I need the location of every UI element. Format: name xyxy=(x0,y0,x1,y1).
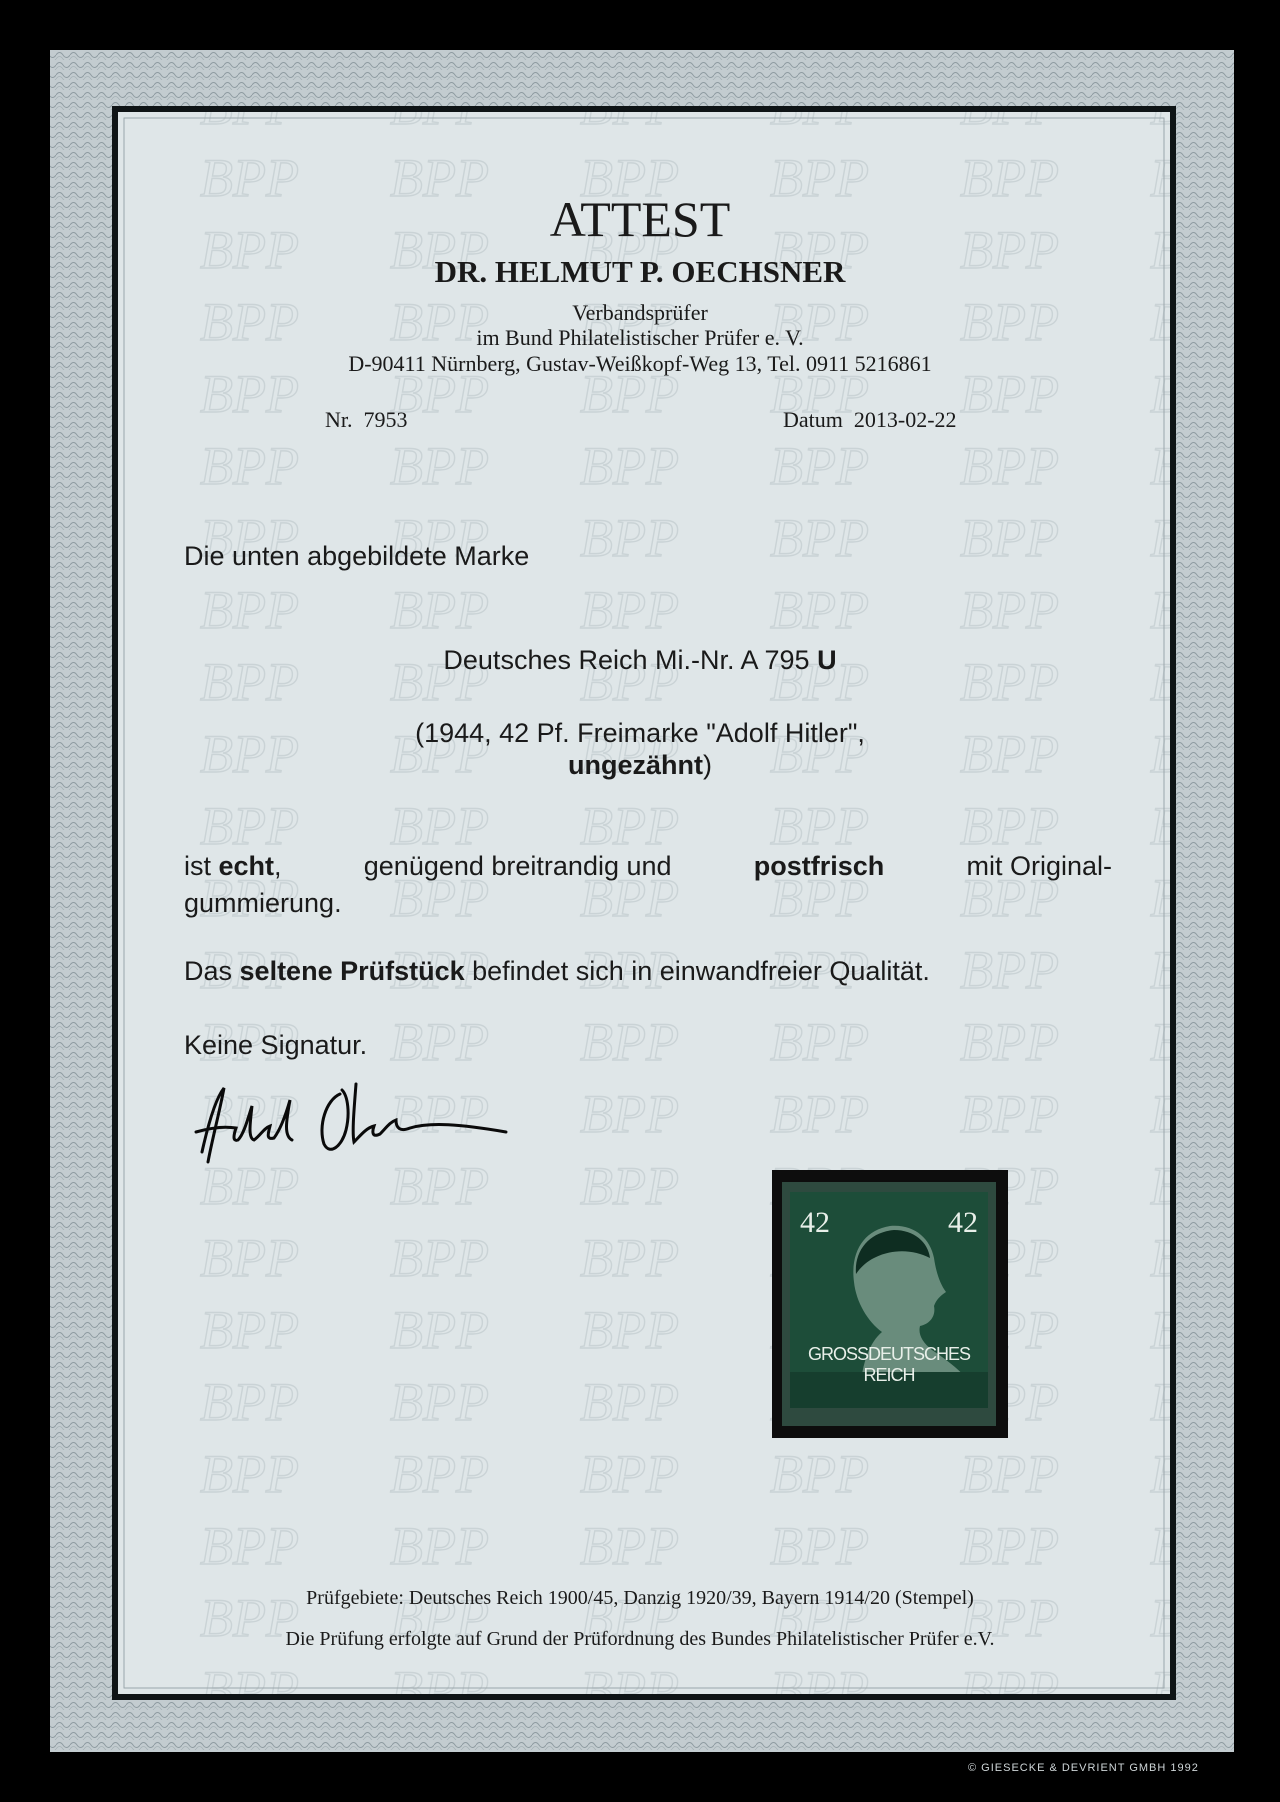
description-close: ) xyxy=(703,750,712,780)
description-line-2 xyxy=(0,750,1280,781)
signature-note: Keine Signatur. xyxy=(184,1030,368,1060)
footer-areas: Prüfgebiete: Deutsches Reich 1900/45, Danzig 1920/39, Bayern 1914/20 (Stempel) xyxy=(306,1587,974,1609)
stamp-value-right: 42 xyxy=(948,1206,978,1239)
verdict-suffix: mit Original- xyxy=(966,851,1112,881)
verdict-postfrisch: postfrisch xyxy=(753,851,885,881)
date-label: Datum xyxy=(783,407,843,432)
examiner-name: DR. HELMUT P. OECHSNER xyxy=(434,254,846,289)
quality-line xyxy=(184,956,930,987)
stamp-value-left: 42 xyxy=(800,1206,830,1239)
stamp-caption: GROSSDEUTSCHES REICH xyxy=(807,1344,971,1385)
stamp-image xyxy=(772,1170,1008,1438)
footer-basis: Die Prüfung erfolgte auf Grund der Prüfordnung des Bundes Philatelistischer Prüfer e.V. xyxy=(285,1628,995,1650)
intro-text: Die unten abgebildete Marke xyxy=(184,541,530,571)
quality-bold: seltene Prüfstück xyxy=(239,956,465,986)
certificate-date xyxy=(783,407,957,433)
printer-imprint: © GIESECKE & DEVRIENT GMBH 1992 xyxy=(968,1762,1199,1774)
verdict-middle: genügend breitrandig und xyxy=(363,851,672,881)
date-value: 2013-02-22 xyxy=(853,407,957,432)
stamp-margin xyxy=(782,1182,996,1426)
number-label: Nr. xyxy=(325,407,353,432)
catalog-suffix: U xyxy=(817,645,837,675)
verdict-echt: echt xyxy=(218,851,275,881)
certificate-title: ATTEST xyxy=(549,191,731,247)
catalog-line xyxy=(0,645,1280,676)
number-value: 7953 xyxy=(363,407,408,432)
verdict-prefix: ist echt, xyxy=(184,851,282,881)
quality-suffix: befindet sich in einwandfreier Qualität. xyxy=(472,956,930,986)
association-name: im Bund Philatelistischer Prüfer e. V. xyxy=(476,325,804,350)
handwritten-signature xyxy=(190,1070,510,1180)
certificate-number xyxy=(325,407,408,433)
description-bold: ungezähnt xyxy=(568,750,703,780)
examiner-address: D-90411 Nürnberg, Gustav-Weißkopf-Weg 13, Tel. 0911 5216861 xyxy=(348,351,932,376)
verdict-line-2: gummierung. xyxy=(184,888,342,918)
catalog-number: Deutsches Reich Mi.-Nr. A 795 xyxy=(443,645,810,675)
description-line-1: (1944, 42 Pf. Freimarke "Adolf Hitler", xyxy=(415,718,865,748)
quality-prefix: Das xyxy=(184,956,233,986)
examiner-role: Verbandsprüfer xyxy=(572,300,708,325)
verdict-line-1 xyxy=(184,851,1112,882)
stamp-face xyxy=(790,1192,988,1408)
